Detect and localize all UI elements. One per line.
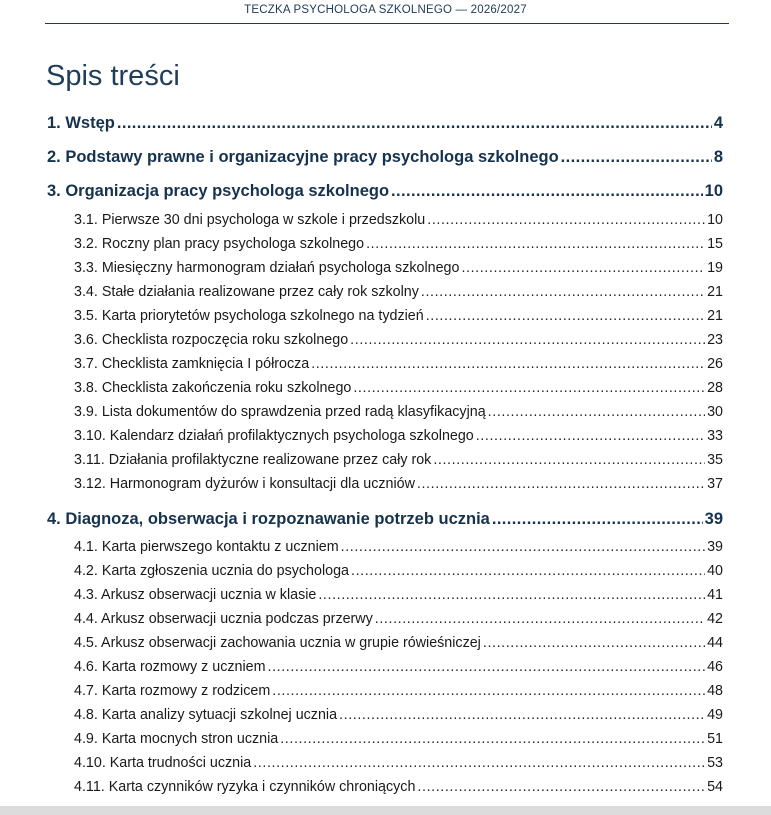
toc-page-number: 51 xyxy=(707,731,723,747)
toc-page-number: 26 xyxy=(707,356,723,372)
toc-dot-leader xyxy=(351,563,705,579)
toc-section-entry[interactable] xyxy=(74,452,723,468)
toc-page-number: 10 xyxy=(704,182,723,200)
toc-entry-title: 4. Diagnoza, obserwacja i rozpoznawanie potrzeb ucznia xyxy=(47,510,490,528)
toc-dot-leader xyxy=(433,452,705,468)
toc-section-entry[interactable] xyxy=(74,659,723,675)
toc-page-number: 21 xyxy=(707,284,723,300)
toc-dot-leader xyxy=(253,755,705,771)
toc-dot-leader xyxy=(417,476,705,492)
toc-dot-leader xyxy=(483,635,705,651)
toc-dot-leader xyxy=(492,510,703,529)
toc-section-entry[interactable] xyxy=(74,683,723,699)
toc-section-entry[interactable] xyxy=(74,356,723,372)
toc-page-number: 48 xyxy=(707,683,723,699)
toc-title: Spis treści xyxy=(46,60,180,92)
toc-dot-leader xyxy=(391,182,703,201)
toc-dot-leader xyxy=(426,308,705,324)
toc-entry-title: 3.5. Karta priorytetów psychologa szkolnego na tydzień xyxy=(74,308,424,324)
toc-section-entry[interactable] xyxy=(74,611,723,627)
toc-page-number: 41 xyxy=(707,587,723,603)
toc-chapter-entry[interactable] xyxy=(47,148,723,167)
toc-entry-title: 4.8. Karta analizy sytuacji szkolnej ucznia xyxy=(74,707,338,723)
toc-chapter-entry[interactable] xyxy=(47,510,723,529)
page-bottom-edge xyxy=(0,806,771,815)
toc-entry-title: 4.3. Arkusz obserwacji ucznia w klasie xyxy=(74,587,317,603)
toc-page-number: 33 xyxy=(707,428,723,444)
toc-dot-leader xyxy=(311,356,705,372)
running-header: TECZKA PSYCHOLOGA SZKOLNEGO — 2026/2027 xyxy=(244,4,527,16)
toc-dot-leader xyxy=(117,114,712,133)
toc-dot-leader xyxy=(427,212,705,228)
toc-dot-leader xyxy=(353,380,705,396)
toc-page-number: 35 xyxy=(707,452,723,468)
toc-section-entry[interactable] xyxy=(74,284,723,300)
toc-entry-title: 4.5. Arkusz obserwacji zachowania ucznia w grupie rówieśniczej xyxy=(74,635,481,651)
toc-section-entry[interactable] xyxy=(74,380,723,396)
toc-chapter-entry[interactable] xyxy=(47,182,723,201)
toc-page-number: 42 xyxy=(707,611,723,627)
toc-page-number: 49 xyxy=(707,707,723,723)
toc-entry-title: 3. Organizacja pracy psychologa szkolnego xyxy=(47,182,390,200)
toc-entry-title: 4.9. Karta mocnych stron ucznia xyxy=(74,731,279,747)
toc-entry-title: 4.11. Karta czynników ryzyka i czynników chroniących xyxy=(74,779,416,795)
toc-section-entry[interactable] xyxy=(74,635,723,651)
toc-dot-leader xyxy=(417,779,705,795)
toc-dot-leader xyxy=(421,284,705,300)
toc-dot-leader xyxy=(339,707,705,723)
toc-section-entry[interactable] xyxy=(74,212,723,228)
toc-entry-title: 3.1. Pierwsze 30 dni psychologa w szkole i przedszkolu xyxy=(74,212,426,228)
toc-page-number: 19 xyxy=(707,260,723,276)
toc-dot-leader xyxy=(350,332,705,348)
toc-entry-title: 3.4. Stałe działania realizowane przez cały rok szkolny xyxy=(74,284,419,300)
toc-entry-title: 4.10. Karta trudności ucznia xyxy=(74,755,252,771)
toc-entry-title: 3.9. Lista dokumentów do sprawdzenia przed radą klasyfikacyjną xyxy=(74,404,486,420)
toc-section-entry[interactable] xyxy=(74,476,723,492)
toc-section-entry[interactable] xyxy=(74,260,723,276)
toc-entry-title: 3.12. Harmonogram dyżurów i konsultacji dla uczniów xyxy=(74,476,415,492)
toc-dot-leader xyxy=(476,428,705,444)
toc-dot-leader xyxy=(561,148,712,167)
toc-page-number: 28 xyxy=(707,380,723,396)
toc-page-number: 4 xyxy=(713,114,723,132)
toc-page-number: 54 xyxy=(707,779,723,795)
toc-page-number: 53 xyxy=(707,755,723,771)
toc-entry-title: 3.6. Checklista rozpoczęcia roku szkolnego xyxy=(74,332,349,348)
toc-dot-leader xyxy=(318,587,705,603)
toc-page-number: 37 xyxy=(707,476,723,492)
toc-section-entry[interactable] xyxy=(74,587,723,603)
toc-section-entry[interactable] xyxy=(74,332,723,348)
toc-section-entry[interactable] xyxy=(74,404,723,420)
toc-dot-leader xyxy=(461,260,705,276)
toc-chapter-entry[interactable] xyxy=(47,114,723,133)
toc-entry-title: 4.6. Karta rozmowy z uczniem xyxy=(74,659,266,675)
toc-entry-title: 3.7. Checklista zamknięcia I półrocza xyxy=(74,356,310,372)
toc-section-entry[interactable] xyxy=(74,428,723,444)
toc-entry-title: 4.4. Arkusz obserwacji ucznia podczas przerwy xyxy=(74,611,373,627)
toc-page-number: 39 xyxy=(704,510,723,528)
toc-entry-title: 3.3. Miesięczny harmonogram działań psychologa szkolnego xyxy=(74,260,460,276)
toc-dot-leader xyxy=(375,611,705,627)
toc-page-number: 30 xyxy=(707,404,723,420)
toc-dot-leader xyxy=(272,683,705,699)
toc-dot-leader xyxy=(366,236,705,252)
toc-dot-leader xyxy=(268,659,706,675)
toc-section-entry[interactable] xyxy=(74,539,723,555)
toc-entry-title: 2. Podstawy prawne i organizacyjne pracy psychologa szkolnego xyxy=(47,148,559,166)
toc-entry-title: 4.2. Karta zgłoszenia ucznia do psychologa xyxy=(74,563,349,579)
toc-section-entry[interactable] xyxy=(74,731,723,747)
toc-dot-leader xyxy=(341,539,705,555)
toc-section-entry[interactable] xyxy=(74,308,723,324)
toc-section-entry[interactable] xyxy=(74,707,723,723)
toc-page-number: 23 xyxy=(707,332,723,348)
toc-page-number: 40 xyxy=(707,563,723,579)
toc-entry-title: 4.1. Karta pierwszego kontaktu z uczniem xyxy=(74,539,339,555)
toc-entry-title: 3.10. Kalendarz działań profilaktycznych psychologa szkolnego xyxy=(74,428,474,444)
toc-page-number: 8 xyxy=(713,148,723,166)
toc-entry-title: 4.7. Karta rozmowy z rodzicem xyxy=(74,683,271,699)
toc-page-number: 39 xyxy=(707,539,723,555)
toc-section-entry[interactable] xyxy=(74,563,723,579)
toc-dot-leader xyxy=(280,731,705,747)
toc-page-number: 46 xyxy=(707,659,723,675)
toc-entry-title: 3.8. Checklista zakończenia roku szkolnego xyxy=(74,380,352,396)
toc-page-number: 44 xyxy=(707,635,723,651)
toc-page-number: 15 xyxy=(707,236,723,252)
toc-entry-title: 3.11. Działania profilaktyczne realizowane przez cały rok xyxy=(74,452,432,468)
toc-entry-title: 3.2. Roczny plan pracy psychologa szkolnego xyxy=(74,236,365,252)
toc-section-entry[interactable] xyxy=(74,779,723,795)
toc-page-number: 21 xyxy=(707,308,723,324)
toc-section-entry[interactable] xyxy=(74,755,723,771)
toc-section-entry[interactable] xyxy=(74,236,723,252)
toc-dot-leader xyxy=(488,404,705,420)
toc-page-number: 10 xyxy=(707,212,723,228)
toc-entry-title: 1. Wstęp xyxy=(47,114,115,132)
